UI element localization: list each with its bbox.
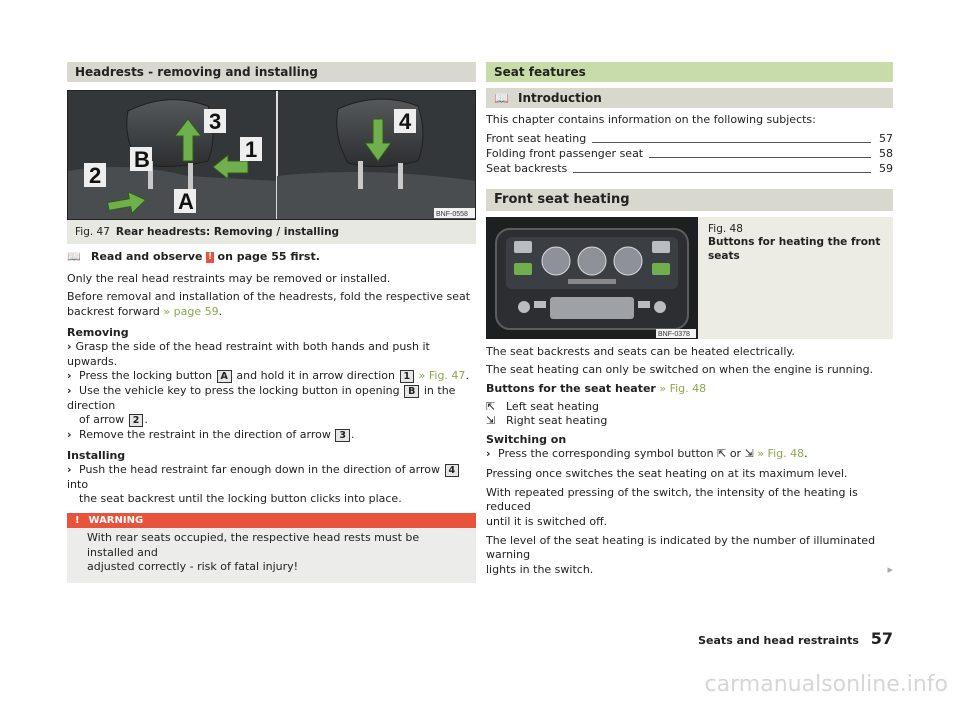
key-4: 4: [445, 464, 460, 477]
toc-label: Seat backrests: [486, 162, 568, 175]
fig-47-link[interactable]: » Fig. 47: [418, 369, 466, 383]
book-icon: 📖: [67, 250, 81, 263]
key-b: B: [404, 385, 419, 398]
removing-heading: Removing: [67, 325, 129, 339]
installing-step-1-text: Push the head restraint far enough down in the direction of arrow: [79, 463, 441, 477]
paragraph-pressing-once: Pressing once switches the seat heating on at its maximum level.: [486, 467, 848, 480]
label-a: A: [178, 189, 194, 214]
left-seat-heating-icon: ⇱: [486, 399, 496, 413]
page-59-link[interactable]: » page 59: [163, 304, 219, 318]
caption-number: Fig. 48: [708, 222, 743, 235]
section-header-headrests: Headrests - removing and installing: [67, 62, 476, 82]
label-1: 1: [245, 137, 258, 162]
page-number: 57: [870, 629, 893, 648]
removing-step-2-text: Press the locking button: [79, 369, 213, 383]
warning-text: [67, 528, 476, 583]
removing-step-2-mid: and hold it in arrow direction: [236, 369, 396, 383]
warning-icon: !: [75, 515, 80, 526]
caption-number: Fig. 47: [75, 226, 110, 238]
removing-step-3: [67, 384, 476, 413]
paragraph-level-line2: lights in the switch.: [486, 562, 594, 576]
toc-leader: [592, 142, 871, 143]
toc-label: Front seat heating: [486, 132, 587, 145]
warning-badge-icon: !: [207, 251, 213, 262]
read-observe-line: [67, 250, 476, 265]
removing-step-4: [67, 428, 476, 443]
toc-label: Folding front passenger seat: [486, 147, 644, 160]
installing-step-1-post: into: [67, 477, 89, 491]
section-header-seat-features: Seat features: [486, 62, 893, 82]
left-seat-heating-icon: ⇱: [717, 447, 727, 461]
period: .: [465, 369, 469, 383]
paragraph-level-line1: The level of the seat heating is indicated by the number of illuminated warning: [486, 533, 876, 562]
toc-leader: [649, 157, 871, 158]
figure-48-image: [486, 217, 698, 339]
label-b: B: [134, 147, 150, 172]
removing-step-2: [67, 369, 476, 384]
book-icon: 📖: [494, 91, 509, 105]
paragraph-engine-running: The seat heating can only be switched on when the engine is running.: [486, 363, 874, 377]
switching-on-heading: Switching on: [486, 432, 567, 446]
page-footer: [698, 628, 893, 649]
read-observe-text: Read and observe: [91, 250, 203, 263]
key-1: 1: [400, 370, 415, 383]
intro-text: This chapter contains information on the following subjects:: [486, 113, 816, 126]
caption-line-2: seats: [708, 249, 740, 262]
footer-section-title: Seats and head restraints: [698, 634, 859, 647]
warning-line-1: With rear seats occupied, the respective head rests must be installed and: [87, 531, 420, 559]
left-column: [67, 62, 476, 583]
figure-48-caption: [698, 217, 890, 339]
figure-47-image: [67, 90, 476, 220]
toc-item[interactable]: [486, 132, 893, 147]
toc-item[interactable]: [486, 147, 893, 162]
left-seat-button-icon: [514, 263, 532, 275]
label-4: 4: [399, 109, 412, 134]
paragraph-repeated-pressing-line2: until it is switched off.: [486, 514, 608, 528]
front-seat-heating-header: Front seat heating: [486, 189, 893, 211]
headrest-illustration: [68, 91, 476, 219]
table-of-contents: [486, 132, 893, 177]
removing-step-4-text: Remove the restraint in the direction of arrow: [79, 427, 331, 441]
removing-step-1-text: Grasp the side of the head restraint with both hands and push it upwards.: [67, 340, 430, 368]
continue-arrow-icon: ▸: [887, 562, 893, 576]
caption-text: Rear headrests: Removing / installing: [115, 226, 340, 238]
right-seat-row: [486, 414, 893, 429]
fig-48-link[interactable]: » Fig. 48: [659, 381, 707, 395]
installing-heading: Installing: [67, 448, 126, 462]
warning-line-2: adjusted correctly - risk of fatal injury!: [87, 560, 299, 574]
warning-header: [67, 513, 476, 528]
toc-leader: [573, 172, 871, 173]
warning-title: WARNING: [88, 515, 144, 526]
toc-item[interactable]: [486, 162, 893, 177]
installing-step-1-cont: the seat backrest until the locking button clicks into place.: [79, 492, 402, 506]
removing-step-3-cont: [67, 413, 476, 428]
paragraph-before-removal: [67, 290, 476, 319]
left-seat-row: [486, 400, 893, 415]
figure-code: BNF-0558: [436, 211, 468, 218]
introduction-header: [486, 88, 893, 108]
paragraph-before-removal-line2: backrest forward: [67, 304, 160, 318]
key-2: 2: [129, 414, 144, 427]
label-2: 2: [89, 163, 102, 188]
toc-page: 58: [879, 147, 893, 160]
right-seat-heating-icon: ⇲: [486, 414, 496, 428]
left-seat-label: Left seat heating: [506, 399, 600, 413]
right-seat-button-icon: [652, 263, 670, 275]
buttons-heading-line: [486, 382, 893, 397]
period: .: [804, 447, 808, 461]
paragraph-level-indicated: [486, 534, 893, 578]
read-observe-page[interactable]: on page 55 first.: [217, 250, 320, 263]
switching-step: [486, 447, 893, 462]
installing-step-1: [67, 463, 476, 492]
paragraph-heated-electrically: The seat backrests and seats can be heated electrically.: [486, 344, 795, 358]
paragraph-real-head-restraints: Only the real head restraints may be removed or installed.: [67, 271, 391, 285]
warning-box: [67, 513, 476, 583]
key-a: A: [217, 370, 232, 383]
removing-step-3-post: in the direction: [67, 384, 456, 412]
key-3: 3: [335, 429, 350, 442]
heating-panel-illustration: [486, 217, 698, 339]
paragraph-before-removal-line1: Before removal and installation of the headrests, fold the respective seat: [67, 290, 471, 304]
right-seat-label: Right seat heating: [506, 414, 608, 428]
or-text: or: [729, 447, 742, 461]
removing-step-3-text: Use the vehicle key to press the locking button in opening: [79, 384, 400, 397]
right-column: [486, 62, 893, 577]
removing-step-1: [67, 340, 476, 369]
paragraph-repeated-pressing: [486, 486, 893, 530]
period: .: [351, 427, 355, 441]
right-seat-heating-icon: ⇲: [744, 447, 754, 461]
paragraph-repeated-pressing-line1: With repeated pressing of the switch, the intensity of the heating is reduced: [486, 485, 858, 514]
figure-code: BNF-0378: [658, 330, 690, 338]
watermark: carmanualsonline.info: [704, 672, 948, 697]
switching-step-text: Press the corresponding symbol button: [498, 447, 714, 461]
label-3: 3: [209, 109, 222, 134]
toc-page: 59: [879, 162, 893, 175]
period: .: [144, 413, 148, 427]
fig-48-link[interactable]: » Fig. 48: [757, 447, 805, 461]
buttons-heading: Buttons for the seat heater: [486, 381, 656, 395]
toc-page: 57: [879, 132, 893, 145]
period: .: [218, 304, 223, 318]
figure-48: [486, 217, 893, 339]
introduction-title: Introduction: [518, 91, 602, 105]
caption-line-1: Buttons for heating the front: [708, 236, 881, 249]
figure-47-caption: [67, 220, 476, 244]
removing-step-3-cont-text: of arrow: [79, 413, 125, 427]
